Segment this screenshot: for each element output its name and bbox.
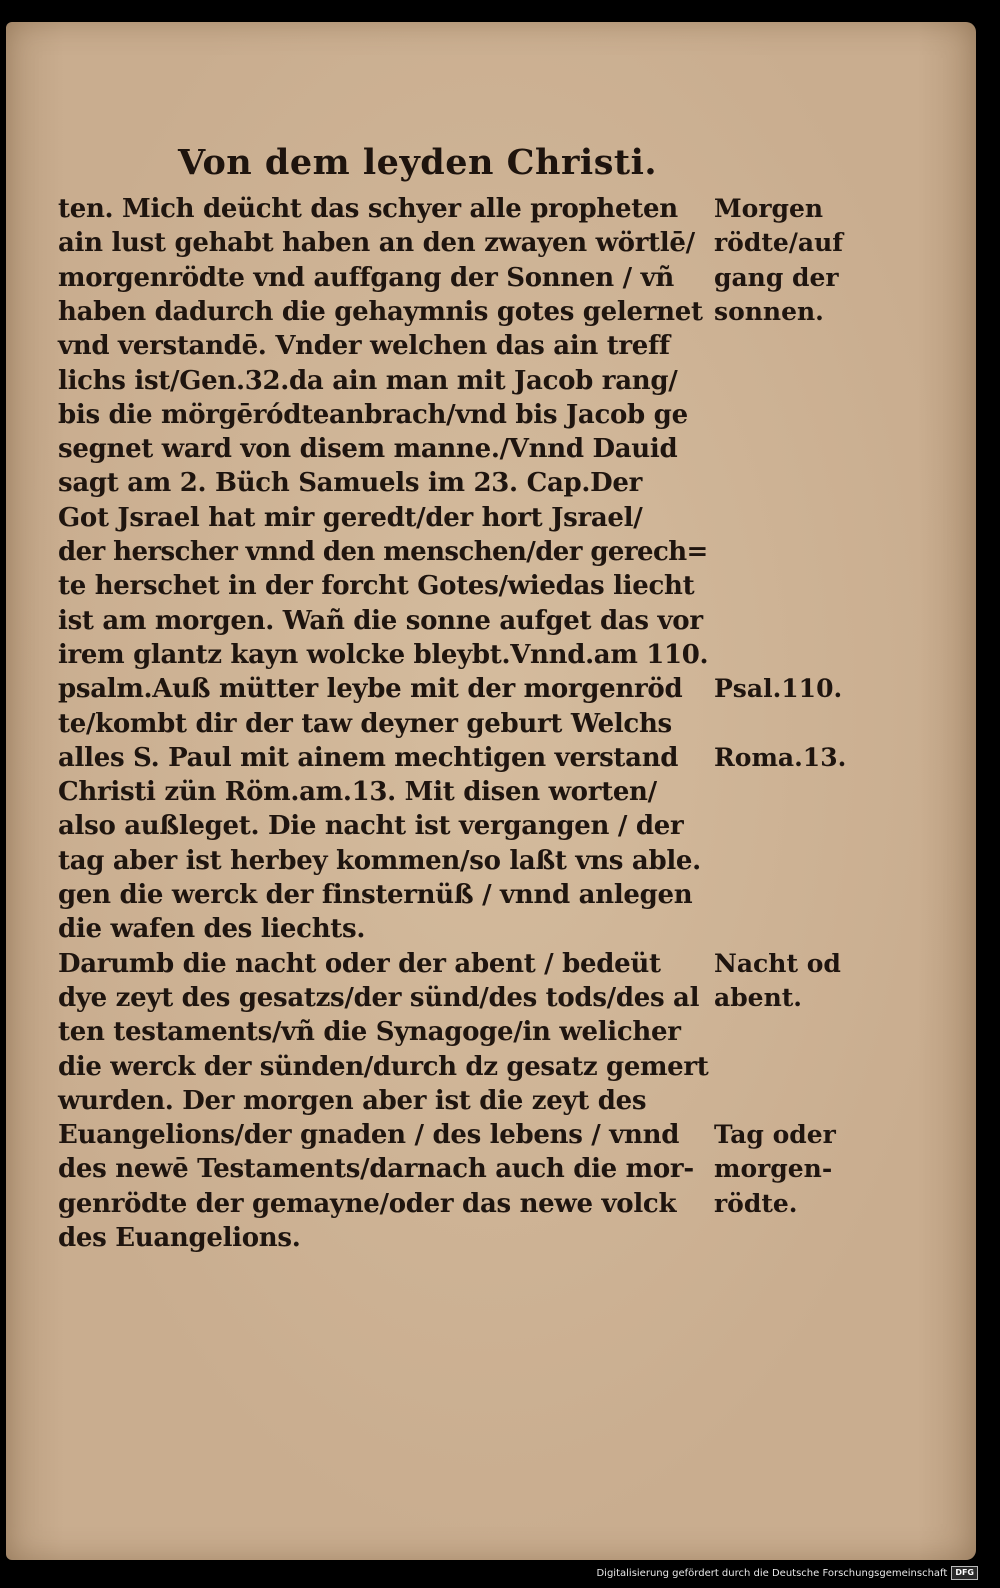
text-line: des newē Testaments/darnach auch die mor- <box>58 1154 694 1185</box>
text-line: psalm.Auß mütter leybe mit der morgenröd <box>58 674 683 705</box>
text-line: die werck der sünden/durch dz gesatz gemert <box>58 1051 709 1082</box>
text-line: sagt am 2. Büch Samuels im 23. Cap.Der <box>58 468 643 499</box>
text-line: ten. Mich deücht das schyer alle propheten <box>58 194 678 224</box>
text-line: haben dadurch die gehaymnis gotes gelernet <box>58 296 703 327</box>
text-line: morgenrödte vnd auffgang der Sonnen / vñ <box>58 262 674 293</box>
footer-credit <box>596 1564 978 1582</box>
text-line: also außleget. Die nacht ist vergangen / der <box>58 811 684 842</box>
margin-note: rödte/auf <box>714 228 844 258</box>
margin-note: abent. <box>714 982 803 1012</box>
text-line: te herschet in der forcht Gotes/wiedas liecht <box>58 571 695 602</box>
margin-note: gang der <box>714 262 839 292</box>
margin-note: sonnen. <box>714 296 824 326</box>
margin-note: rödte. <box>714 1188 798 1218</box>
margin-note: Roma.13. <box>714 742 847 772</box>
dfg-logo: DFG <box>951 1566 978 1580</box>
text-line: die wafen des liechts. <box>58 914 366 945</box>
text-line: dye zeyt des gesatzs/der sünd/des tods/des al <box>58 982 700 1013</box>
text-line: gen die werck der finsternüß / vnnd anlegen <box>58 880 693 910</box>
margin-note: Psal.110. <box>714 674 843 704</box>
margin-note: morgen- <box>714 1154 833 1184</box>
running-head: Von dem leyden Christi. <box>178 142 658 183</box>
text-line: ten testaments/vñ die Synagoge/in welicher <box>58 1017 681 1048</box>
text-line: lichs ist/Gen.32.da ain man mit Jacob rang/ <box>58 365 678 396</box>
text-line: ain lust gehabt haben an den zwayen wörtlē/ <box>58 228 695 259</box>
text-line: vnd verstandē. Vnder welchen das ain treff <box>58 331 670 362</box>
text-line: ist am morgen. Wañ die sonne aufget das vor <box>58 605 703 636</box>
margin-note: Morgen <box>714 194 824 223</box>
text-line: irem glantz kayn wolcke bleybt.Vnnd.am 110. <box>58 639 709 670</box>
text-line: tag aber ist herbey kommen/so laßt vns able. <box>58 845 701 876</box>
text-line: bis die mörgēródteanbrach/vnd bis Jacob ge <box>58 399 688 430</box>
book-page <box>6 22 976 1560</box>
text-line: wurden. Der morgen aber ist die zeyt des <box>58 1085 647 1116</box>
text-line: Christi zün Röm.am.13. Mit disen worten/ <box>58 777 657 808</box>
text-line: Got Jsrael hat mir geredt/der hort Jsrael/ <box>58 502 643 533</box>
text-line: genrödte der gemayne/oder das newe volck <box>58 1188 677 1219</box>
text-line: Euangelions/der gnaden / des lebens / vnnd <box>58 1120 680 1151</box>
footer-credit-text: Digitalisierung gefördert durch die Deutsche Forschungsgemeinschaft <box>596 1567 948 1579</box>
text-line: te/kombt dir der taw deyner geburt Welchs <box>58 708 672 739</box>
text-line: der herscher vnnd den menschen/der gerech= <box>58 537 708 567</box>
text-line: des Euangelions. <box>58 1223 301 1253</box>
margin-note: Nacht od <box>714 948 841 978</box>
text-line: segnet ward von disem manne./Vnnd Dauid <box>58 434 678 465</box>
text-line: alles S. Paul mit ainem mechtigen verstand <box>58 742 679 773</box>
text-line: Darumb die nacht oder der abent / bedeüt <box>58 948 661 979</box>
margin-note: Tag oder <box>714 1120 836 1150</box>
